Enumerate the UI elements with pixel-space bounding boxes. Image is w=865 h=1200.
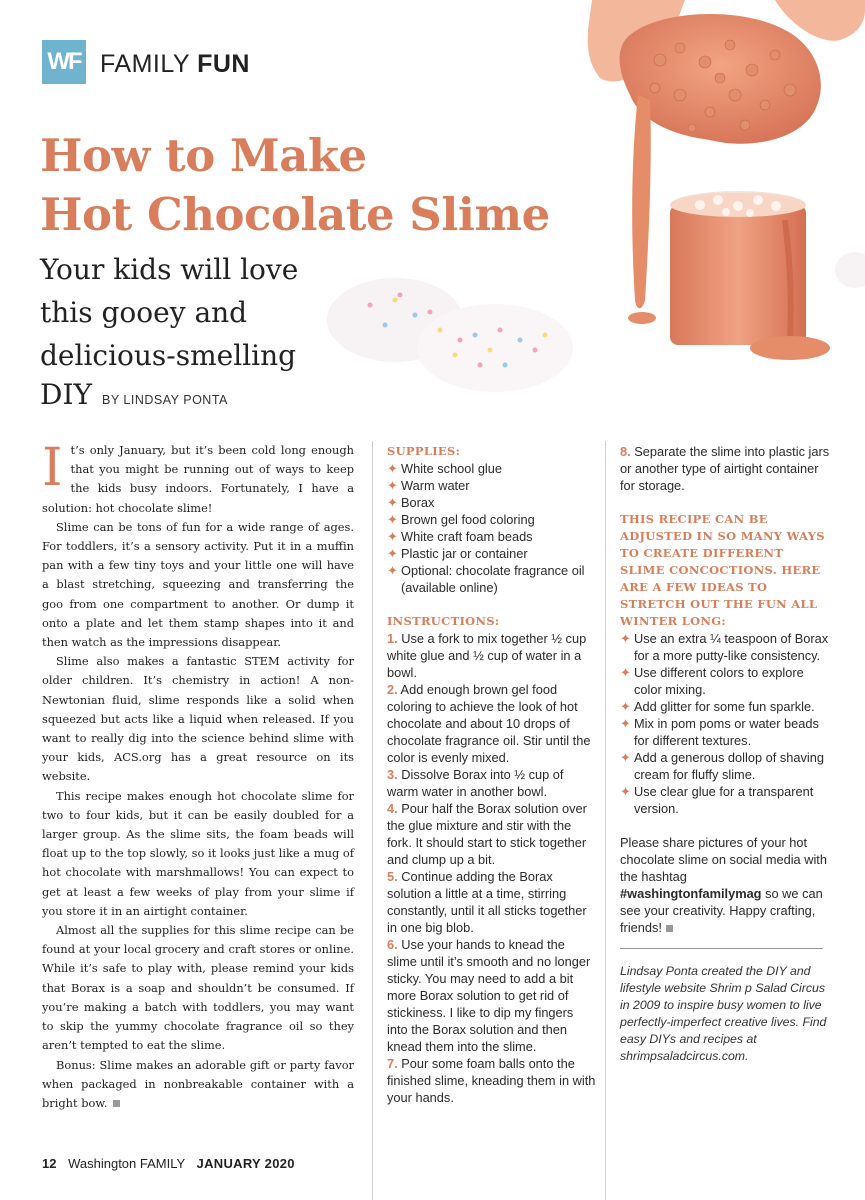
instruction-step: 6. Use your hands to knead the slime until it’s smooth and no longer sticky. You may need to add a bit more Borax solution to get rid of stickiness. I like to dip my fingers into the Borax solution and then knead them into the slime. (387, 937, 591, 1054)
list-item: ✦ Use an extra ¼ teaspoon of Borax for a more putty-like consistency. (620, 631, 829, 663)
body-paragraph-6 (42, 1056, 354, 1114)
wf-logo: WF (42, 40, 86, 84)
ideas-heading: THIS RECIPE CAN BE ADJUSTED IN SO MANY WAYS TO CREATE DIFFERENT SLIME CONCOCTIONS. HERE ARE A FEW IDEAS TO STRETCH OUT THE FUN ALL WINTER LONG: (620, 512, 825, 628)
list-item: ✦ Optional: chocolate fragrance oil (available online) (387, 563, 585, 595)
article-subtitle (40, 248, 380, 377)
page-footer (42, 1156, 295, 1171)
instruction-step: 4. Pour half the Borax solution over the glue mixture and stir with the fork. It should start to stick together and clump up a bit. (387, 801, 587, 867)
sparkle-bullet-icon: ✦ (620, 665, 631, 680)
byline-row (40, 378, 228, 411)
sparkle-bullet-icon: ✦ (387, 512, 398, 527)
closing-paragraph: Please share pictures of your hot chocolate slime on social media with the hashtag #washingtonfamilymag so we can see your creativity. Happy crafting, friends! (620, 835, 827, 935)
list-item: ✦ Plastic jar or container (387, 546, 528, 561)
sparkle-bullet-icon: ✦ (387, 546, 398, 561)
list-item: ✦ White school glue (387, 461, 503, 476)
recipe-column (387, 443, 597, 1106)
subtitle-line-3: delicious-smelling (40, 339, 297, 372)
column-divider (605, 441, 606, 1200)
body-paragraph-1 (42, 438, 354, 518)
instructions-heading: INSTRUCTIONS: (387, 614, 500, 628)
body-column (42, 438, 354, 1113)
list-item: ✦ Use different colors to explore color mixing. (620, 665, 804, 697)
sparkle-bullet-icon: ✦ (620, 750, 631, 765)
title-line-1: How to Make (40, 129, 367, 182)
body-paragraph-6-text: Bonus: Slime makes an adorable gift or party favor when packaged in nonbreakable container with a bright bow. (42, 1057, 354, 1110)
hashtag: #washingtonfamilymag (620, 886, 762, 901)
sparkle-bullet-icon: ✦ (387, 495, 398, 510)
byline: BY LINDSAY PONTA (102, 393, 228, 407)
list-item: ✦ Brown gel food coloring (387, 512, 535, 527)
section-label-bold: FUN (197, 50, 250, 78)
column-divider (372, 441, 373, 1200)
body-paragraph-3: Slime also makes a fantastic STEM activity for older children. It’s chemistry in action! A non-Newtonian fluid, slime responds like a solid when squeezed but acts like a liquid when released. If you want to really dig into the science behind slime with your kids, ACS.org has a great resource on its website. (42, 654, 354, 784)
slime-drip-shape (632, 95, 651, 308)
ideas-list (620, 630, 830, 817)
issue-date: JANUARY 2020 (196, 1156, 295, 1171)
section-label-light: FAMILY (100, 50, 190, 78)
body-paragraph-2: Slime can be tons of fun for a wide range of ages. For toddlers, it’s a sensory activity. Put it in a muffin pan with a few tiny toys and your little one will have a blast stretching, squeezing and transferring the goo from one compartment to another. Or dump it onto a plate and let them stamp shapes into it and then watch as the impressions disappear. (42, 519, 354, 650)
author-bio: Lindsay Ponta created the DIY and lifestyle website Shrim p Salad Circus in 2009 to inspire busy women to live perfectly-imperfect creative lives. Find easy DIYs and recipes at shrimpsaladcircus.com. (620, 964, 827, 1063)
instruction-step: 2. Add enough brown gel food coloring to achieve the look of hot chocolate and about 10 drops of chocolate fragrance oil. Stir until the color is evenly mixed. (387, 682, 591, 765)
subtitle-line-4: DIY (40, 378, 92, 411)
list-item: ✦ White craft foam beads (387, 529, 533, 544)
subtitle-line-2: this gooey and (40, 296, 248, 329)
end-mark-icon (666, 925, 673, 932)
supplies-heading: SUPPLIES: (387, 444, 461, 458)
sparkle-bullet-icon: ✦ (620, 716, 631, 731)
list-item: ✦ Add a generous dollop of shaving cream for fluffy slime. (620, 750, 824, 782)
tips-column (620, 443, 830, 1065)
list-item: ✦ Warm water (387, 478, 470, 493)
body-paragraph-1-text: t’s only January, but it’s been cold long enough that you might be running out of ways to keep the kids busy indoors. Fortunately, I have a solution: hot chocolate slime! (42, 443, 354, 515)
list-item: ✦ Add glitter for some fun sparkle. (620, 699, 815, 714)
list-item: ✦ Mix in pom poms or water beads for different textures. (620, 716, 819, 748)
page-number: 12 (42, 1156, 57, 1171)
title-line-2: Hot Chocolate Slime (40, 188, 550, 241)
sparkle-bullet-icon: ✦ (387, 478, 398, 493)
sparkle-bullet-icon: ✦ (620, 784, 631, 799)
body-paragraph-5: Almost all the supplies for this slime recipe can be found at your local grocery and craft stores or online. While it’s safe to play with, please remind your kids that Borax is a soap and shouldn’t be consumed. If you’re making a batch with toddlers, you may want to skip the yummy chocolate fragrance oil so they aren’t tempted to eat the slime. (42, 923, 354, 1053)
end-mark-icon (113, 1100, 120, 1107)
supplies-list (387, 460, 597, 596)
subtitle-line-1: Your kids will love (40, 253, 299, 286)
body-paragraph-4: This recipe makes enough hot chocolate slime for two to four kids, but it can be easily doubled for a larger group. As the slime sits, the foam beads will float up to the top slowly, so it looks just like a mug of hot chocolate with marshmallows! You can expect to get at least a few weeks of play from your slime if you store it in an airtight container. (42, 788, 354, 918)
list-item: ✦ Borax (387, 495, 435, 510)
sparkle-bullet-icon: ✦ (620, 631, 631, 646)
bio-divider (620, 948, 823, 949)
publication-name: Washington FAMILY (68, 1156, 185, 1171)
instruction-step: 8. Separate the slime into plastic jars or another type of airtight container for storage. (620, 444, 830, 493)
sparkle-bullet-icon: ✦ (387, 461, 398, 476)
instruction-step: 5. Continue adding the Borax solution a little at a time, stirring constantly, until it all sticks together in one big blob. (387, 869, 587, 935)
article-title (40, 126, 600, 244)
instruction-step: 3. Dissolve Borax into ½ cup of warm water in another bowl. (387, 767, 564, 799)
sparkle-bullet-icon: ✦ (387, 529, 398, 544)
list-item: ✦ Use clear glue for a transparent version. (620, 784, 814, 816)
sparkle-bullet-icon: ✦ (387, 563, 398, 578)
sparkle-bullet-icon: ✦ (620, 699, 631, 714)
drop-cap: I (42, 438, 63, 498)
instruction-step: 7. Pour some foam balls onto the finished slime, kneading them in with your hands. (387, 1056, 596, 1105)
section-label (100, 50, 250, 79)
instruction-step: 1. Use a fork to mix together ½ cup white glue and ½ cup of water in a bowl. (387, 631, 587, 680)
